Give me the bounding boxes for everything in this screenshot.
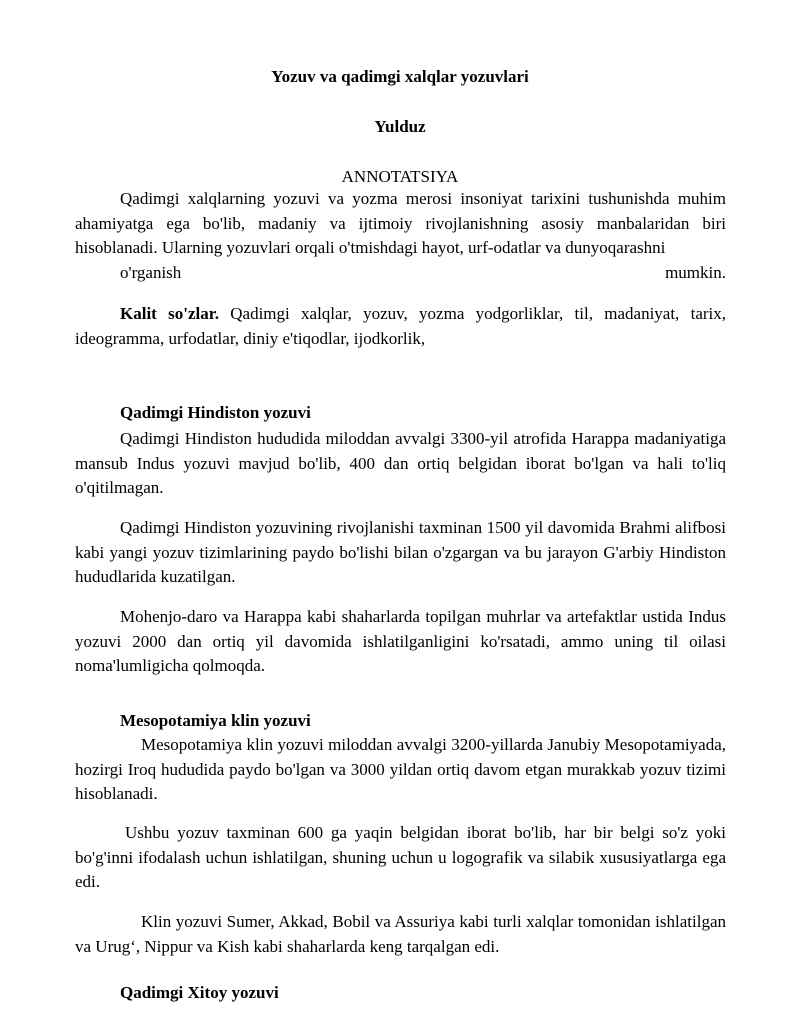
- india-paragraph-2: Qadimgi Hindiston yozuvining rivojlanishi taxminan 1500 yil davomida Brahmi alifbosi kabi yangi yozuv tizimlarining paydo bo'lishi bilan o'zgargan va bu jarayon G'arbiy Hindiston hududlarida kuzatilgan.: [75, 518, 726, 586]
- keywords-label: Kalit so'zlar.: [120, 304, 219, 323]
- india-paragraph-1: Qadimgi Hindiston hududida miloddan avvalgi 3300-yil atrofida Harappa madaniyatiga mansub Indus yozuvi mavjud bo'lib, 400 dan ortiq belgidan iborat bo'lgan va hali to'liq o'qitilmagan.: [75, 429, 726, 497]
- section-heading-india: Qadimgi Hindiston yozuvi: [120, 403, 311, 422]
- document-title: Yozuv va qadimgi xalqlar yozuvlari: [271, 67, 529, 86]
- annotation-last-line: [75, 261, 726, 286]
- keywords-paragraph: [75, 302, 726, 351]
- section-heading-mesopotamia: Mesopotamiya klin yozuvi: [120, 711, 311, 730]
- annotation-paragraph: [75, 187, 726, 285]
- annotation-last-right: mumkin.: [665, 262, 726, 282]
- author-name: Yulduz: [374, 117, 426, 136]
- annotation-last-left: o'rganish: [120, 262, 182, 282]
- annotation-text: Qadimgi xalqlarning yozuvi va yozma merosi insoniyat tarixini tushunishda muhim ahamiyatga ega bo'lib, madaniy va ijtimoiy rivojlanishning asosiy manbalaridan biri hisoblanadi. Ularning yozuvlari orqali o'tmishdagi hayot, urf-odatlar va dunyoqarashni: [75, 189, 726, 257]
- mesopotamia-paragraph-1: Mesopotamiya klin yozuvi miloddan avvalgi 3200-yillarda Janubiy Mesopotamiyada, hozirgi Iroq hududida paydo bo'lgan va 3000 yildan ortiq davom etgan murakkab yozuv tizimi hisoblanadi.: [75, 735, 726, 803]
- india-paragraph-3: Mohenjo-daro va Harappa kabi shaharlarda topilgan muhrlar va artefaktlar ustida Indus yozuvi 2000 dan ortiq yil davomida ishlatilganligini ko'rsatadi, ammo uning til oilasi noma'lumligicha qolmoqda.: [75, 607, 726, 675]
- keywords-text: Qadimgi xalqlar, yozuv, yozma yodgorliklar, til, madaniyat, tarix, ideogramma, urfodatlar, diniy e'tiqodlar, ijodkorlik,: [75, 304, 726, 348]
- mesopotamia-paragraph-2: Ushbu yozuv taxminan 600 ga yaqin belgidan iborat bo'lib, har bir belgi so'z yoki bo'g'inni ifodalash uchun ishlatilgan, shuning uchun u logografik va silabik xususiyatlarga ega edi.: [75, 823, 726, 891]
- mesopotamia-paragraph-3: Klin yozuvi Sumer, Akkad, Bobil va Assuriya kabi turli xalqlar tomonidan ishlatilgan va Urug‘, Nippur va Kish kabi shaharlarda keng tarqalgan edi.: [75, 912, 726, 956]
- annotation-heading: ANNOTATSIYA: [341, 167, 459, 186]
- section-heading-china: Qadimgi Xitoy yozuvi: [120, 983, 279, 1002]
